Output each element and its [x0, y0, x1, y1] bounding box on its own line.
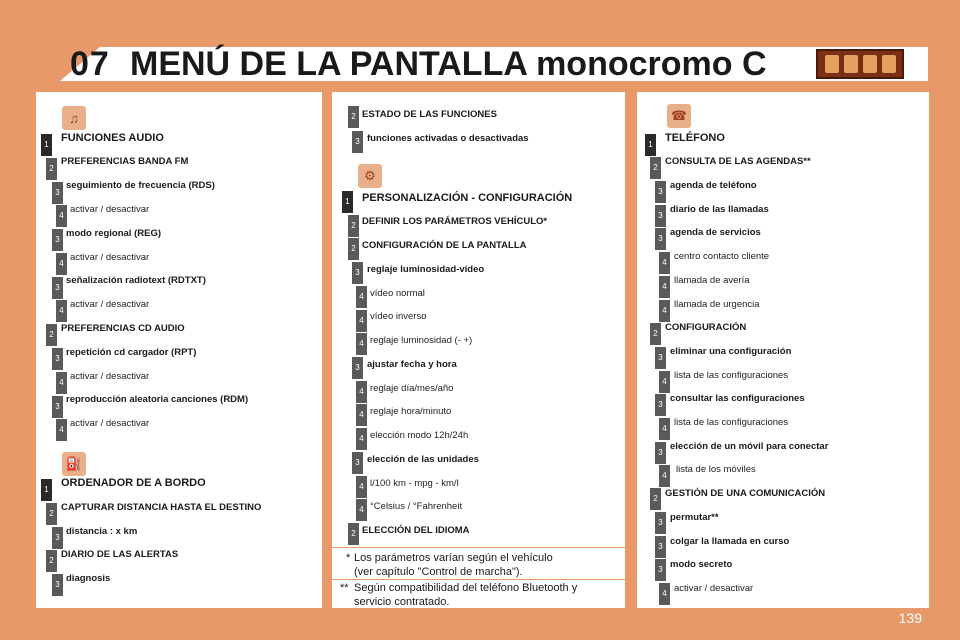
level-3-marker: 3 — [52, 229, 63, 251]
menu-temperature-units: °Celsius / °Fahrenheit — [370, 501, 463, 512]
column-personalization — [332, 92, 625, 608]
menu-activate-secret: activar / desactivar — [674, 583, 754, 594]
menu-phone-agenda: agenda de teléfono — [670, 180, 757, 191]
level-2-marker: 2 — [650, 488, 661, 510]
menu-breakdown-call: llamada de avería — [674, 275, 750, 286]
footnote-double-star: ** — [340, 582, 349, 594]
divider — [332, 579, 625, 580]
level-2-marker: 2 — [46, 550, 57, 572]
level-2-marker: 2 — [348, 238, 359, 260]
menu-alerts: DIARIO DE LAS ALERTAS — [61, 549, 179, 560]
menu-language: ELECCIÓN DEL IDIOMA — [362, 525, 470, 536]
level-2-marker: 2 — [46, 324, 57, 346]
menu-reg: modo regional (REG) — [66, 228, 161, 239]
page-number: 139 — [898, 610, 922, 626]
level-2-marker: 2 — [650, 323, 661, 345]
level-3-marker: 3 — [655, 205, 666, 227]
page-title: MENÚ DE LA PANTALLA monocromo C — [130, 45, 767, 83]
level-2-marker: 2 — [348, 215, 359, 237]
section-personalization-title: PERSONALIZACIÓN - CONFIGURACIÓN — [362, 192, 573, 204]
section-computer-title: ORDENADOR DE A BORDO — [61, 477, 206, 489]
level-3-marker: 3 — [655, 228, 666, 250]
level-3-marker: 3 — [52, 396, 63, 418]
menu-fuel-units: l/100 km - mpg - km/l — [370, 478, 459, 489]
menu-video-normal: vídeo normal — [370, 288, 425, 299]
footnote-2-line-2: servicio contratado. — [354, 596, 450, 608]
section-telephone-title: TELÉFONO — [665, 132, 725, 144]
level-4-marker: 4 — [356, 404, 367, 426]
level-3-marker: 3 — [352, 452, 363, 474]
menu-activate-2: activar / desactivar — [70, 252, 150, 263]
menu-rdtxt: señalización radiotext (RDTXT) — [66, 275, 206, 286]
menu-customer-center: centro contacto cliente — [674, 251, 770, 262]
level-4-marker: 4 — [356, 381, 367, 403]
level-1-marker: 1 — [41, 134, 52, 156]
menu-activate-5: activar / desactivar — [70, 418, 150, 429]
level-3-marker: 3 — [52, 527, 63, 549]
level-3-marker: 3 — [655, 512, 666, 534]
column-audio-computer — [36, 92, 322, 608]
menu-configuration: CONFIGURACIÓN — [665, 322, 747, 333]
level-4-marker: 4 — [659, 300, 670, 322]
level-4-marker: 4 — [659, 252, 670, 274]
section-audio-title: FUNCIONES AUDIO — [61, 132, 164, 144]
level-2-marker: 2 — [46, 503, 57, 525]
dashboard-thumbnail — [816, 49, 904, 79]
level-4-marker: 4 — [56, 253, 67, 275]
footnote-1-line-2: (ver capítulo "Control de marcha"). — [354, 566, 523, 578]
level-4-marker: 4 — [356, 499, 367, 521]
menu-hour-minute: reglaje hora/minuto — [370, 406, 452, 417]
menu-call-log: diario de las llamadas — [670, 204, 769, 215]
level-4-marker: 4 — [659, 371, 670, 393]
menu-functions-status: ESTADO DE LAS FUNCIONES — [362, 109, 497, 120]
level-4-marker: 4 — [659, 583, 670, 605]
divider — [332, 547, 625, 548]
level-3-marker: 3 — [52, 182, 63, 204]
menu-video-inverse: vídeo inverso — [370, 311, 427, 322]
level-3-marker: 3 — [352, 262, 363, 284]
menu-brightness-adjust: reglaje luminosidad (- +) — [370, 335, 473, 346]
menu-rpt: repetición cd cargador (RPT) — [66, 347, 197, 358]
level-3-marker: 3 — [352, 357, 363, 379]
level-4-marker: 4 — [56, 300, 67, 322]
level-4-marker: 4 — [659, 276, 670, 298]
level-4-marker: 4 — [356, 428, 367, 450]
level-4-marker: 4 — [56, 372, 67, 394]
menu-swap: permutar** — [670, 512, 719, 523]
menu-services-agenda: agenda de servicios — [670, 227, 761, 238]
level-3-marker: 3 — [655, 559, 666, 581]
menu-rdm: reproducción aleatoria canciones (RDM) — [66, 394, 249, 405]
level-3-marker: 3 — [655, 394, 666, 416]
menu-activate-1: activar / desactivar — [70, 204, 150, 215]
settings-sliders-icon: ⚙ — [358, 164, 382, 188]
level-2-marker: 2 — [348, 106, 359, 128]
fuel-pump-icon: ⛽ — [62, 452, 86, 476]
menu-day-month-year: reglaje día/mes/año — [370, 383, 454, 394]
level-3-marker: 3 — [352, 131, 363, 153]
menu-consult-config: consultar las configuraciones — [670, 393, 805, 404]
level-2-marker: 2 — [650, 157, 661, 179]
menu-config-list-1: lista de las configuraciones — [674, 370, 789, 381]
menu-display-config: CONFIGURACIÓN DE LA PANTALLA — [362, 240, 527, 251]
level-4-marker: 4 — [659, 465, 670, 487]
menu-secret-mode: modo secreto — [670, 559, 733, 570]
column-telephone — [637, 92, 929, 608]
menu-delete-config: eliminar una configuración — [670, 346, 792, 357]
footnote-2-line-1: Según compatibilidad del teléfono Bluetooth y — [354, 582, 578, 594]
menu-config-list-2: lista de las configuraciones — [674, 417, 789, 428]
level-4-marker: 4 — [56, 205, 67, 227]
level-3-marker: 3 — [52, 348, 63, 370]
level-4-marker: 4 — [356, 333, 367, 355]
level-4-marker: 4 — [56, 419, 67, 441]
menu-capture-distance: CAPTURAR DISTANCIA HASTA EL DESTINO — [61, 502, 262, 513]
menu-cd-preferences: PREFERENCIAS CD AUDIO — [61, 323, 185, 334]
menu-directories: CONSULTA DE LAS AGENDAS** — [665, 156, 811, 167]
level-1-marker: 1 — [41, 479, 52, 501]
level-1-marker: 1 — [342, 191, 353, 213]
footnote-star: * — [346, 552, 351, 564]
music-note-icon: ♫ — [62, 106, 86, 130]
level-4-marker: 4 — [356, 286, 367, 308]
level-3-marker: 3 — [655, 442, 666, 464]
level-3-marker: 3 — [655, 347, 666, 369]
menu-activate-3: activar / desactivar — [70, 299, 150, 310]
menu-hang-up: colgar la llamada en curso — [670, 536, 790, 547]
menu-active-functions: funciones activadas o desactivadas — [367, 133, 529, 144]
level-4-marker: 4 — [356, 310, 367, 332]
menu-distance: distancia : x km — [66, 526, 138, 537]
menu-units: elección de las unidades — [367, 454, 479, 465]
menu-vehicle-parameters: DEFINIR LOS PARÁMETROS VEHÍCULO* — [362, 216, 548, 227]
menu-call-management: GESTIÓN DE UNA COMUNICACIÓN — [665, 488, 826, 499]
menu-activate-4: activar / desactivar — [70, 371, 150, 382]
menu-date-time: ajustar fecha y hora — [367, 359, 457, 370]
level-2-marker: 2 — [46, 158, 57, 180]
level-3-marker: 3 — [52, 574, 63, 596]
menu-rds: seguimiento de frecuencia (RDS) — [66, 180, 215, 191]
level-4-marker: 4 — [356, 476, 367, 498]
chapter-number: 07 — [70, 45, 110, 83]
menu-12h-24h: elección modo 12h/24h — [370, 430, 469, 441]
menu-brightness: reglaje luminosidad-vídeo — [367, 264, 485, 275]
level-1-marker: 1 — [645, 134, 656, 156]
footnote-1-line-1: Los parámetros varían según el vehículo — [354, 552, 553, 564]
level-3-marker: 3 — [655, 181, 666, 203]
level-3-marker: 3 — [52, 277, 63, 299]
level-2-marker: 2 — [348, 523, 359, 545]
level-3-marker: 3 — [655, 536, 666, 558]
phone-icon: ☎ — [667, 104, 691, 128]
menu-mobile-list: lista de los móviles — [676, 464, 756, 475]
menu-fm-preferences: PREFERENCIAS BANDA FM — [61, 156, 189, 167]
menu-choose-mobile: elección de un móvil para conectar — [670, 441, 829, 452]
menu-diagnosis: diagnosis — [66, 573, 111, 584]
menu-emergency-call: llamada de urgencia — [674, 299, 760, 310]
level-4-marker: 4 — [659, 418, 670, 440]
